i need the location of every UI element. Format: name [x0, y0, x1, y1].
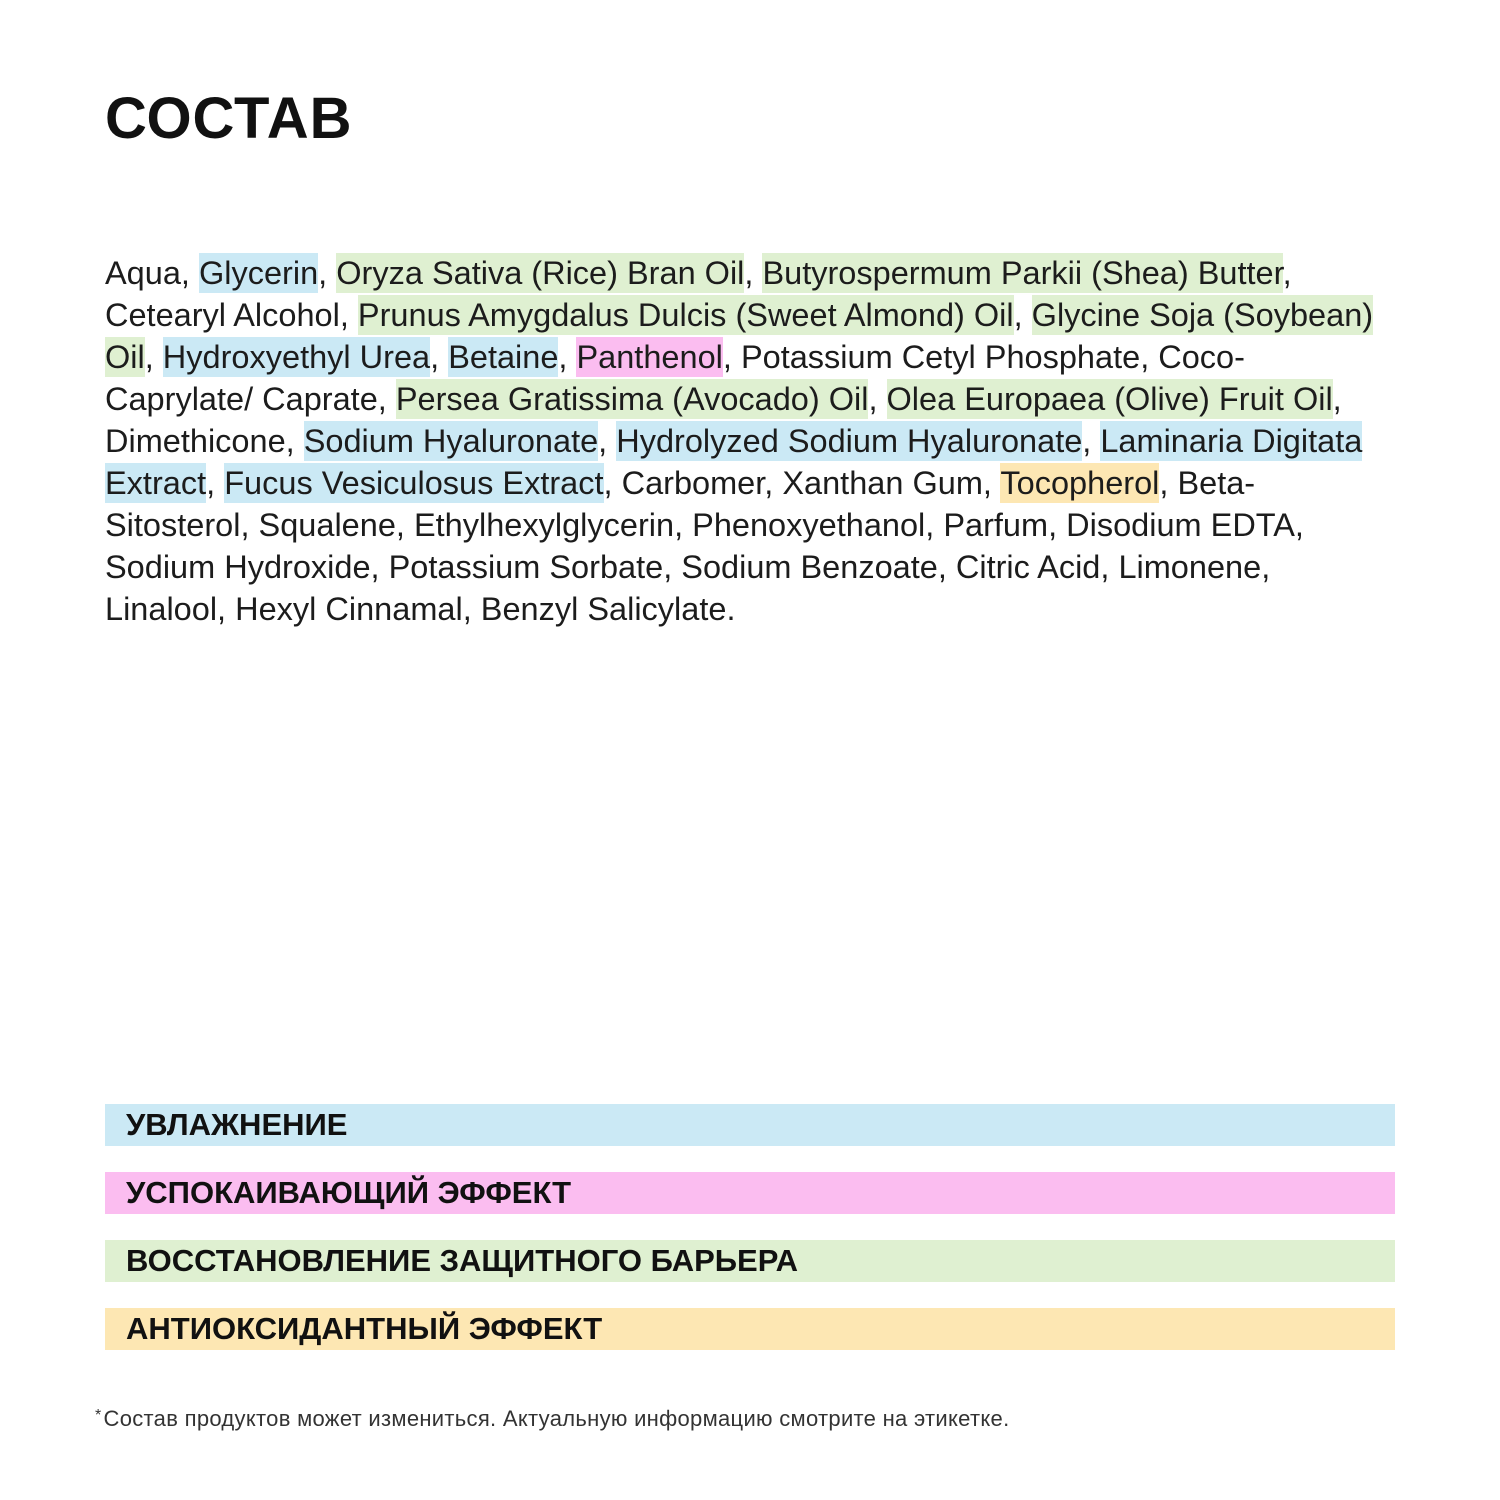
legend-moisturizing: УВЛАЖНЕНИЕ — [105, 1104, 1395, 1146]
ingredient: Laminaria Digitata Extract — [105, 423, 1363, 501]
ingredient-separator: , — [1140, 339, 1159, 375]
ingredient-separator: , — [1082, 423, 1101, 459]
ingredient-separator: , — [217, 591, 236, 627]
ingredient-separator: , — [285, 423, 304, 459]
ingredient: Disodium EDTA — [1066, 507, 1295, 543]
ingredient-separator: , — [937, 549, 956, 585]
ingredient: Betaine — [448, 339, 559, 375]
ingredient: Hexyl Cinnamal — [235, 591, 463, 627]
ingredient: Linalool — [105, 591, 218, 627]
ingredient-separator: , — [1282, 255, 1292, 291]
footnote-text: Состав продуктов может измениться. Актуальную информацию смотрите на этикетке. — [103, 1406, 1010, 1431]
ingredient-separator: , — [674, 507, 693, 543]
ingredient: Hydroxyethyl Urea — [162, 339, 431, 375]
legend-antioxidant: АНТИОКСИДАНТНЫЙ ЭФФЕКТ — [105, 1308, 1395, 1350]
ingredient-separator: , — [318, 255, 337, 291]
ingredient-separator: , — [868, 381, 887, 417]
ingredient: Hydrolyzed Sodium Hyaluronate — [616, 423, 1083, 459]
footnote — [95, 1406, 1010, 1432]
ingredient: Xanthan Gum — [782, 465, 983, 501]
ingredient: Dimethicone — [105, 423, 286, 459]
ingredient-separator: . — [726, 591, 736, 627]
footnote-mark: * — [95, 1407, 102, 1424]
ingredient-separator: , — [462, 591, 481, 627]
ingredient-separator: , — [1261, 549, 1271, 585]
ingredient-separator: , — [1332, 381, 1342, 417]
ingredient: Butyrospermum Parkii (Shea) Butter — [762, 255, 1283, 291]
ingredient: Parfum — [943, 507, 1049, 543]
ingredient-separator: , — [1100, 549, 1119, 585]
ingredient: Glycine Soja (Soybean) Oil — [105, 297, 1374, 375]
ingredient-separator: , — [558, 339, 577, 375]
ingredient-separator: , — [744, 255, 763, 291]
ingredient: Prunus Amygdalus Dulcis (Sweet Almond) Oil — [357, 297, 1014, 333]
ingredient: Aqua — [105, 255, 181, 291]
ingredient-separator: , — [240, 507, 259, 543]
ingredient-separator: , — [180, 255, 199, 291]
legend — [105, 1104, 1395, 1376]
ingredient: Glycerin — [198, 255, 319, 291]
ingredient: Fucus Vesiculosus Extract — [224, 465, 604, 501]
ingredient: Olea Europaea (Olive) Fruit Oil — [886, 381, 1333, 417]
ingredient-separator: , — [370, 549, 389, 585]
ingredient-separator: , — [1048, 507, 1067, 543]
ingredient-separator: , — [395, 507, 414, 543]
ingredient-separator: , — [982, 465, 1001, 501]
ingredient-separator: , — [722, 339, 741, 375]
ingredient: Potassium Cetyl Phosphate — [740, 339, 1141, 375]
ingredient: Tocopherol — [1000, 465, 1160, 501]
ingredient: Potassium Sorbate — [388, 549, 664, 585]
ingredient: Sodium Benzoate — [681, 549, 938, 585]
ingredient: Oryza Sativa (Rice) Bran Oil — [336, 255, 745, 291]
ingredient: Cetearyl Alcohol — [105, 297, 340, 333]
ingredient: Sodium Hyaluronate — [303, 423, 599, 459]
ingredient-separator: , — [663, 549, 682, 585]
ingredient-separator: , — [206, 465, 225, 501]
ingredient: Persea Gratissima (Avocado) Oil — [395, 381, 869, 417]
legend-barrier: ВОССТАНОВЛЕНИЕ ЗАЩИТНОГО БАРЬЕРА — [105, 1240, 1395, 1282]
ingredient-separator: , — [603, 465, 622, 501]
ingredient: Squalene — [258, 507, 396, 543]
ingredient: Ethylhexylglycerin — [413, 507, 675, 543]
ingredient: Panthenol — [576, 339, 723, 375]
ingredient-separator: , — [430, 339, 449, 375]
ingredient: Phenoxyethanol — [692, 507, 926, 543]
ingredient: Limonene — [1118, 549, 1262, 585]
ingredient-separator: , — [764, 465, 783, 501]
ingredient-separator: , — [1159, 465, 1178, 501]
ingredient-separator: , — [339, 297, 358, 333]
ingredient-separator: , — [1294, 507, 1304, 543]
page-title: СОСТАВ — [105, 86, 353, 151]
ingredient-separator: , — [377, 381, 396, 417]
ingredient: Carbomer — [621, 465, 765, 501]
ingredient-separator: , — [925, 507, 944, 543]
legend-soothing: УСПОКАИВАЮЩИЙ ЭФФЕКТ — [105, 1172, 1395, 1214]
ingredient: Sodium Hydroxide — [105, 549, 371, 585]
ingredient-separator: , — [598, 423, 617, 459]
ingredient: Citric Acid — [955, 549, 1101, 585]
ingredient: Coco-Caprylate/ Caprate — [105, 339, 1245, 417]
ingredient: Beta-Sitosterol — [105, 465, 1256, 543]
ingredient-separator: , — [1013, 297, 1032, 333]
ingredients-list — [105, 252, 1390, 630]
ingredient-separator: , — [144, 339, 163, 375]
ingredient: Benzyl Salicylate — [480, 591, 727, 627]
